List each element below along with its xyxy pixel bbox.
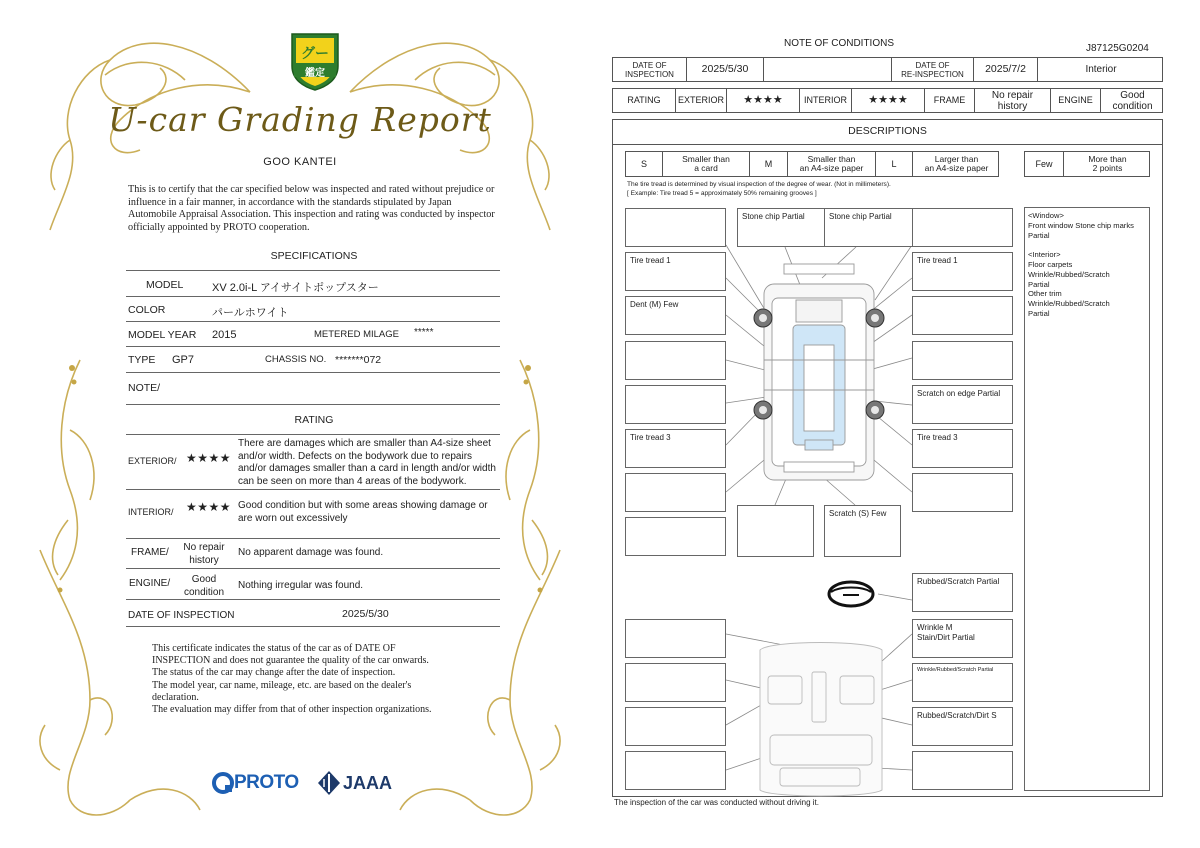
badge-top-text: グー xyxy=(301,45,329,61)
note-box-steering: Rubbed/Scratch Partial xyxy=(912,573,1013,612)
frame-value-line2: history xyxy=(997,100,1028,112)
model-value: XV 2.0i-L アイサイトポップスター xyxy=(212,282,379,294)
note-box xyxy=(912,296,1013,335)
date-of-inspection-value: 2025/5/30 xyxy=(342,608,389,620)
side-note-line: Wrinkle/Rubbed/Scratch xyxy=(1028,299,1110,309)
exterior-stars: ★★★★ xyxy=(186,451,232,465)
note-box xyxy=(625,751,726,790)
legend-l-text: Larger than xyxy=(934,154,979,164)
legend-l: L xyxy=(876,152,913,176)
tire-note-example: [ Example: Tire tread 5 = approximately 50% remaining grooves ] xyxy=(627,190,817,197)
exterior-stars: ★★★★ xyxy=(727,89,800,112)
note-box xyxy=(625,341,726,380)
legend-m: M xyxy=(750,152,788,176)
type-value: GP7 xyxy=(172,354,195,366)
side-note-line: Front window Stone chip marks xyxy=(1028,220,1134,230)
side-note-line: <Window> xyxy=(1028,211,1064,220)
engine-value-line1: Good xyxy=(191,574,217,585)
jaaa-logo xyxy=(318,771,398,795)
exterior-text: There are damages which are smaller than A4-size sheet and/or width. Defects on the bodywork due to repairs and/or damages smaller than a card in length and/or width can be seen on more than 4 areas of the bodywork. xyxy=(238,438,496,487)
note-box xyxy=(625,385,726,424)
legend-s: S xyxy=(626,152,663,176)
note-box xyxy=(912,751,1013,790)
color-label: COLOR xyxy=(128,304,166,316)
frame-value-line1: No repair xyxy=(991,89,1034,101)
side-note-line: Partial xyxy=(1028,230,1050,240)
legend-s-text: Smaller than xyxy=(682,154,730,164)
side-note-line: Wrinkle/Rubbed/Scratch xyxy=(1028,269,1110,279)
engine-value-line1: Good xyxy=(1120,89,1145,101)
note-box xyxy=(737,505,814,557)
note-box-top-right: Stone chip Partial xyxy=(824,208,925,247)
exterior-label: EXTERIOR xyxy=(676,89,727,112)
note-box xyxy=(625,707,726,746)
side-note-line xyxy=(1028,240,1146,250)
frame-value-line2: history xyxy=(189,554,219,566)
report-subtitle: GOO KANTEI xyxy=(263,156,337,168)
engine-label: ENGINE/ xyxy=(129,578,171,589)
rating-label: RATING xyxy=(613,89,676,112)
note-box xyxy=(912,208,1013,247)
legend-s-text-2: a card xyxy=(694,163,718,173)
side-note-line: <Interior> xyxy=(1028,250,1061,260)
disclaimer-line: INSPECTION and does not guarantee the quality of the car onwards. xyxy=(152,655,429,667)
side-note-line: Partial xyxy=(1028,308,1050,318)
legend-few: Few xyxy=(1025,152,1064,176)
side-note-line: Partial xyxy=(1028,279,1050,289)
note-box-bottom-scratch: Scratch (S) Few xyxy=(824,505,901,557)
model-year-label: MODEL YEAR xyxy=(128,329,197,341)
report-title: U-car Grading Report xyxy=(108,100,492,139)
frame-text: No apparent damage was found. xyxy=(238,547,384,558)
disclaimer-line: declaration. xyxy=(152,691,199,703)
disclaimer-line: The model year, car name, mileage, etc. are based on the dealer's xyxy=(152,679,412,691)
steering-wheel-icon xyxy=(829,582,873,606)
interior-stars: ★★★★ xyxy=(852,89,925,112)
disclaimer xyxy=(152,643,432,716)
date-of-inspection-value: 2025/5/30 xyxy=(687,58,764,81)
interior-note-line1: Wrinkle M xyxy=(917,623,953,632)
note-box-top-left: Stone chip Partial xyxy=(737,208,838,247)
interior-label: INTERIOR xyxy=(800,89,852,112)
date-of-inspection-label-2: INSPECTION xyxy=(625,69,674,79)
exterior-label: EXTERIOR/ xyxy=(128,456,177,466)
jaaa-mark-icon xyxy=(318,771,340,795)
reinspection-label-2: RE-INSPECTION xyxy=(901,69,964,79)
goo-kantei-badge-icon xyxy=(286,30,344,92)
badge-bottom-text: 鑑定 xyxy=(305,68,325,79)
frame-value-line1: No repair xyxy=(183,542,225,553)
conditions-title: NOTE OF CONDITIONS xyxy=(784,38,894,49)
frame-label: FRAME xyxy=(925,89,975,112)
engine-value-line2: condition xyxy=(1112,100,1153,112)
note-box-left-dent: Dent (M) Few xyxy=(625,296,726,335)
document-id: J87125G0204 xyxy=(1086,43,1149,54)
legend-m-text: Smaller than xyxy=(807,154,856,164)
disclaimer-line: The evaluation may differ from that of other inspection organizations. xyxy=(152,704,432,716)
proto-text: PROTO xyxy=(234,772,299,793)
note-box xyxy=(625,517,726,556)
color-value: パールホワイト xyxy=(212,307,289,319)
note-box-interior-1 xyxy=(912,619,1013,658)
proto-logo xyxy=(212,771,312,795)
descriptions-heading: DESCRIPTIONS xyxy=(848,125,927,137)
chassis-value: *******072 xyxy=(335,354,382,366)
note-box-right-tire-front: Tire tread 1 xyxy=(912,252,1013,291)
note-box-interior-3: Rubbed/Scratch/Dirt S xyxy=(912,707,1013,746)
footer-note: The inspection of the car was conducted without driving it. xyxy=(614,798,819,807)
interior-label: INTERIOR/ xyxy=(128,507,174,517)
model-label: MODEL xyxy=(146,279,184,291)
interior-note-line2: Stain/Dirt Partial xyxy=(917,633,975,642)
note-box-right-scratch-edge: Scratch on edge Partial xyxy=(912,385,1013,424)
tire-note: The tire tread is determined by visual inspection of the degree of wear. (Not in millimeters). xyxy=(627,181,891,188)
mileage-value: ***** xyxy=(414,327,434,338)
note-box-left-tire-rear: Tire tread 3 xyxy=(625,429,726,468)
note-box-interior-2: Wrinkle/Rubbed/Scratch Partial xyxy=(912,663,1013,702)
side-notes-panel xyxy=(1024,207,1150,791)
specifications-heading: SPECIFICATIONS xyxy=(270,250,358,262)
side-note-line: Floor carpets xyxy=(1028,259,1073,269)
rating-heading: RATING xyxy=(294,414,334,426)
note-box xyxy=(625,619,726,658)
model-year-value: 2015 xyxy=(212,329,237,341)
note-box xyxy=(912,341,1013,380)
note-box-right-tire-rear: Tire tread 3 xyxy=(912,429,1013,468)
interior-text: Good condition but with some areas showing damage or are worn out excessively xyxy=(238,500,488,524)
reinspection-label: DATE OF xyxy=(915,60,950,70)
type-label: TYPE xyxy=(128,354,156,366)
note-box xyxy=(912,473,1013,512)
note-of-conditions-page xyxy=(600,0,1200,848)
date-of-inspection-label: DATE OF xyxy=(632,60,667,70)
engine-label: ENGINE xyxy=(1051,89,1101,112)
jaaa-text: JAAA xyxy=(343,773,393,793)
date-of-inspection-label: DATE OF INSPECTION xyxy=(128,610,235,621)
legend-few-text-2: 2 points xyxy=(1092,163,1123,173)
mileage-label: METERED MILAGE xyxy=(314,329,399,340)
interior-stars: ★★★★ xyxy=(186,500,232,514)
legend-few-text: More than xyxy=(1088,154,1127,164)
proto-mark-icon xyxy=(212,772,234,794)
legend-l-text-2: an A4-size paper xyxy=(924,163,989,173)
chassis-label: CHASSIS NO. xyxy=(265,354,327,365)
engine-text: Nothing irregular was found. xyxy=(238,580,364,591)
note-box-left-tire-front: Tire tread 1 xyxy=(625,252,726,291)
certification-text: This is to certify that the car specified below was inspected and rated without prejudice or influence in a fair manner, in accordance with the standards stipulated by Japan Automobile Appraisal Association. This inspection and rating was conducted by inspector officially appointed by PROTO cooperation. xyxy=(128,184,495,233)
disclaimer-line: This certificate indicates the status of the car as of DATE OF xyxy=(152,643,396,654)
note-label: NOTE/ xyxy=(128,382,161,394)
note-box xyxy=(625,473,726,512)
legend-m-text-2: an A4-size paper xyxy=(799,163,864,173)
disclaimer-line: The status of the car may change after the date of inspection. xyxy=(152,667,396,679)
engine-value-line2: condition xyxy=(183,586,225,598)
frame-label: FRAME/ xyxy=(131,547,169,558)
interior-header-label: Interior xyxy=(1085,64,1117,75)
note-box xyxy=(625,663,726,702)
side-note-line: Other trim xyxy=(1028,289,1062,299)
note-box xyxy=(625,208,726,247)
reinspection-value: 2025/7/2 xyxy=(974,58,1038,81)
